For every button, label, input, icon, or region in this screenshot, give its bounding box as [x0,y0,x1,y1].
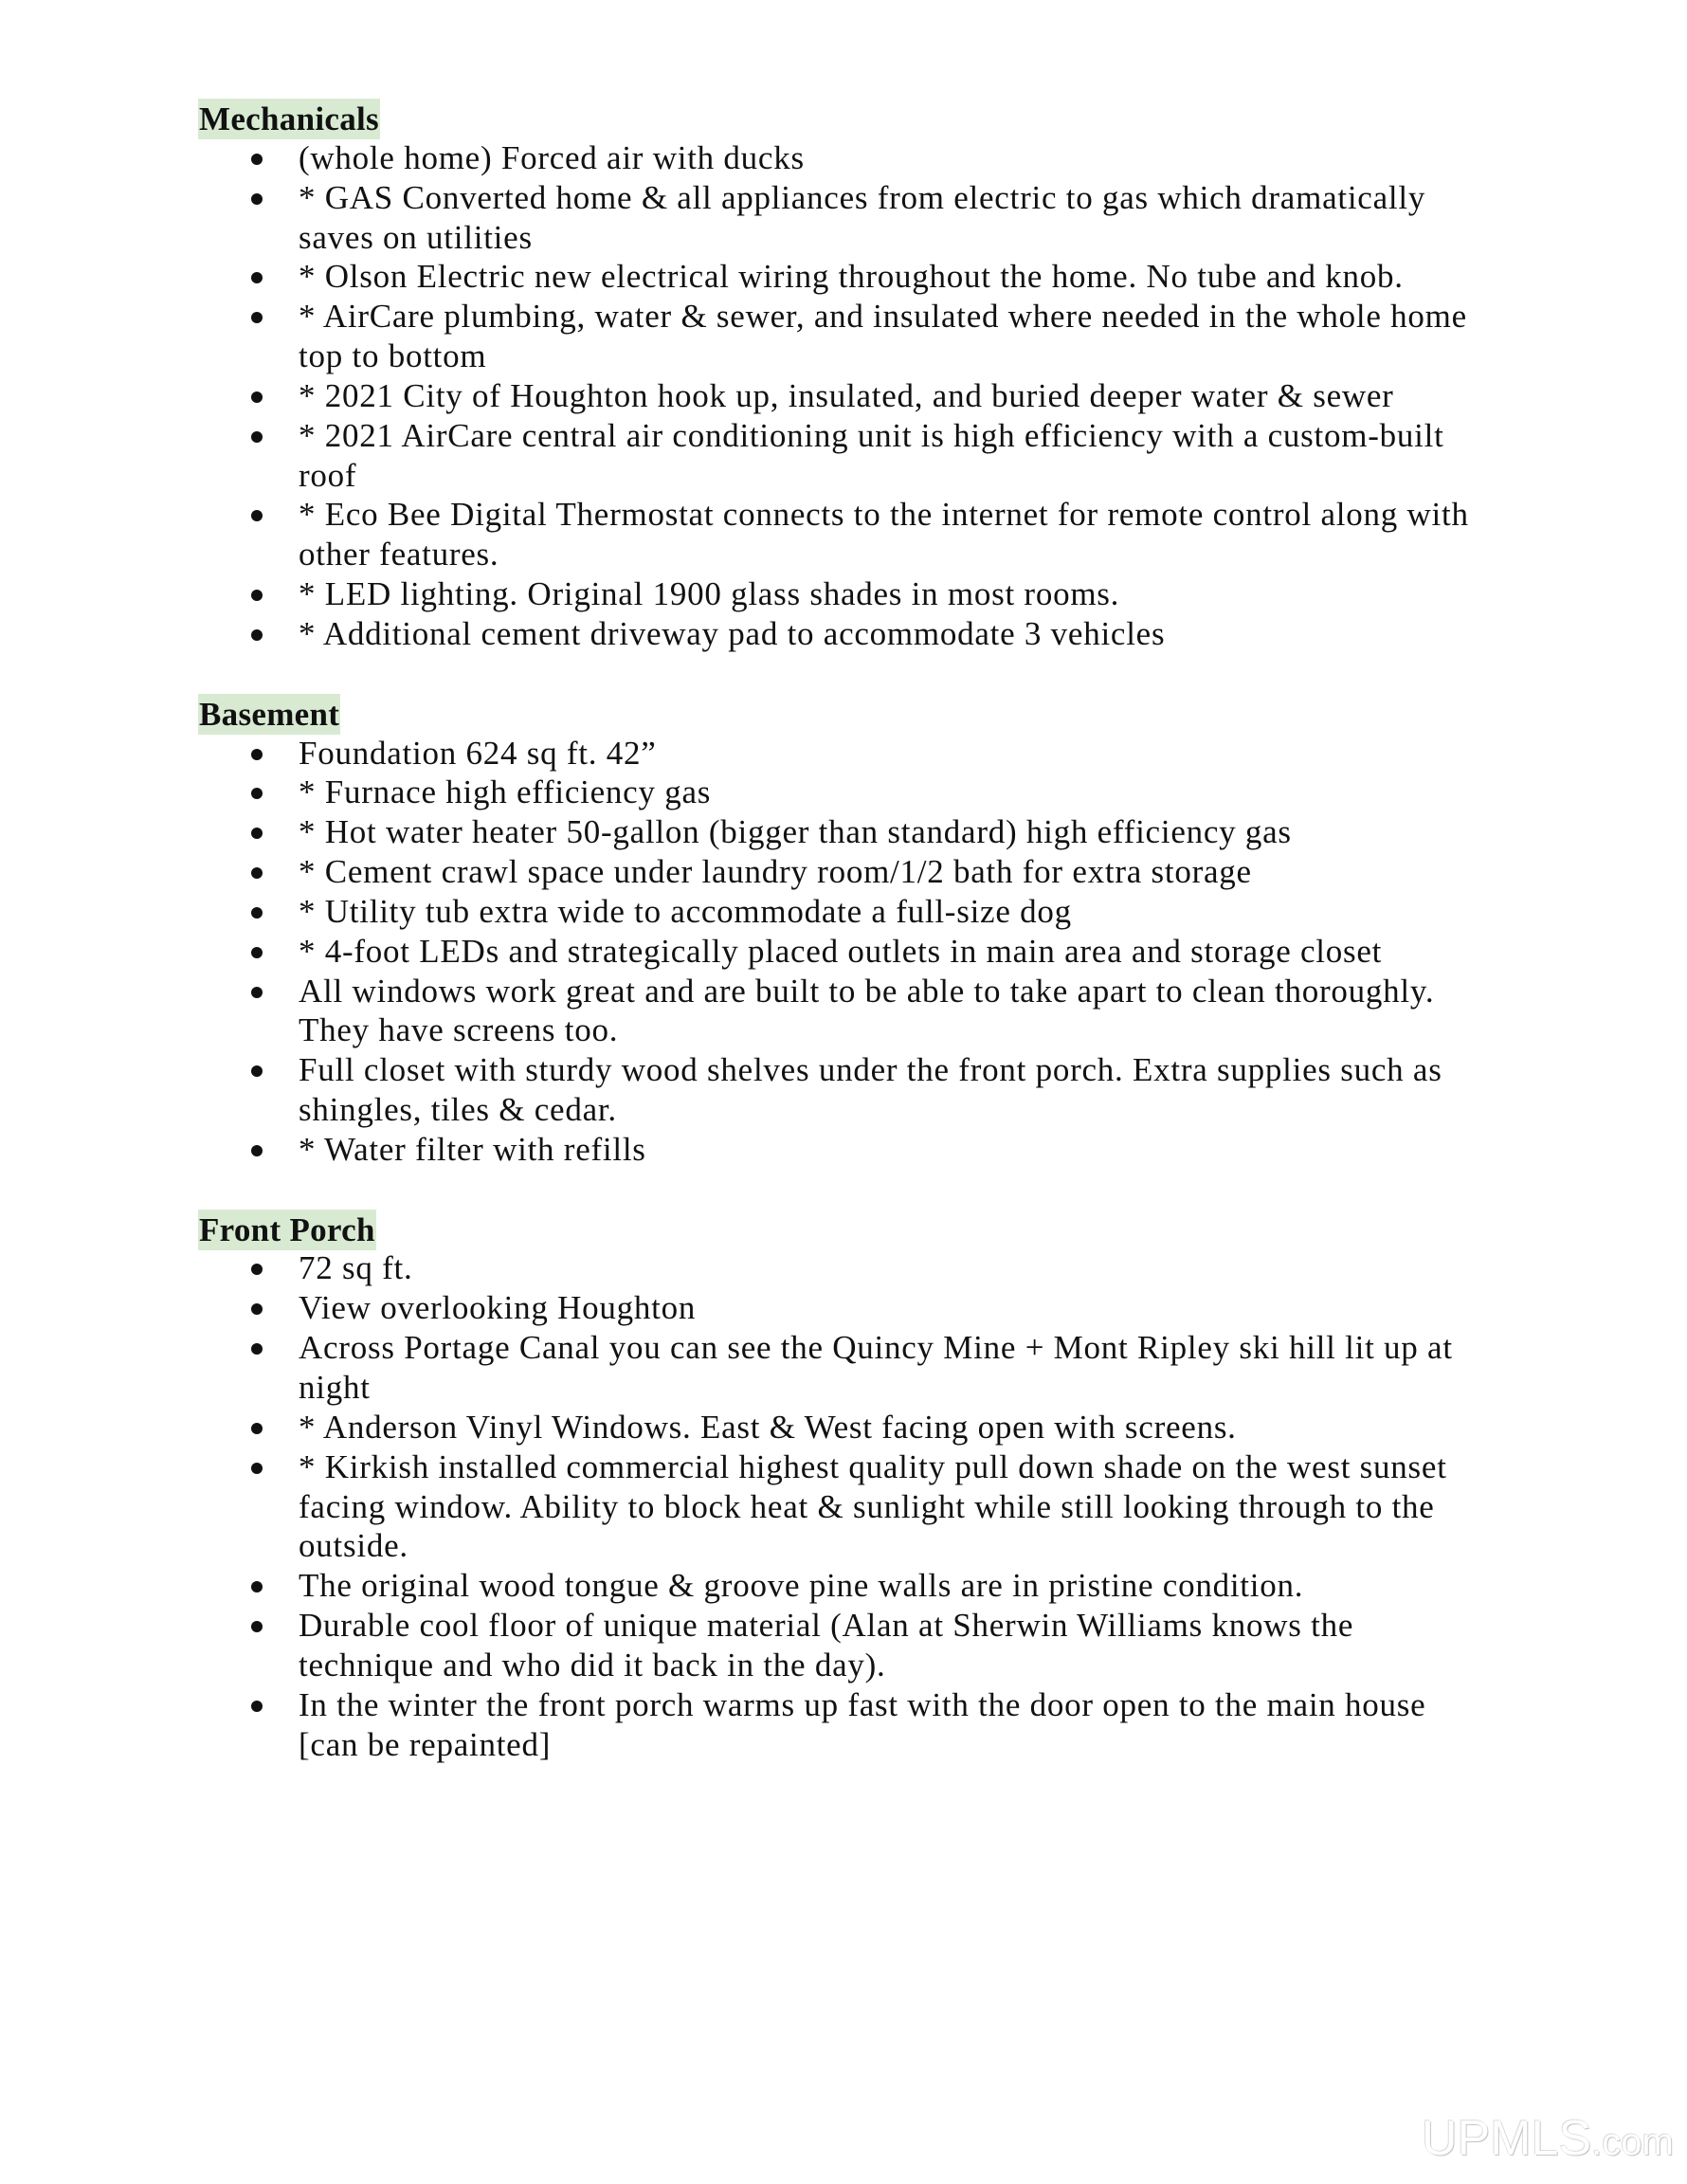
bullet-icon [251,947,263,958]
bullet-icon [251,788,263,799]
list-item-text: * Cement crawl space under laundry room/1/2 bath for extra storage [299,853,1252,891]
list-item-text: * 2021 City of Houghton hook up, insulated, and buried deeper water & sewer [299,376,1394,414]
bullet-icon [251,1343,263,1355]
list-item-text: other features. [299,536,499,573]
list-item-text: Durable cool floor of unique material (Alan at Sherwin Williams knows the [299,1607,1354,1645]
document-body [198,99,1620,1764]
list-item-line [198,734,1620,774]
list-item-text: * LED lighting. Original 1900 glass shades in most rooms. [299,575,1120,613]
list-item-line [198,892,1620,932]
list-item-line [198,1010,1620,1050]
section-mechanicals [198,99,1620,654]
bullet-icon [251,1065,263,1077]
list-item [198,416,1620,496]
bullet-icon [251,629,263,641]
bullet-icon [251,193,263,205]
list-item-line [198,1408,1620,1447]
list-item [198,1408,1620,1447]
list-item-line [198,456,1620,496]
list-item [198,574,1620,614]
section-heading-line [198,694,1620,734]
list-item [198,1606,1620,1685]
bullet-icon [251,1701,263,1712]
list-item-line [198,1288,1620,1328]
list-item-text: saves on utilities [299,218,533,256]
list-item-line [198,1487,1620,1527]
bullet-list [198,1248,1620,1764]
list-item [198,972,1620,1051]
list-item [198,1288,1620,1328]
bullet-icon [251,154,263,165]
list-item-line [198,812,1620,852]
section-heading: Basement [199,695,340,733]
list-item-line [198,972,1620,1011]
list-item-text: The original wood tongue & groove pine walls are in pristine condition. [299,1567,1304,1605]
list-item [198,138,1620,178]
list-item-text: * Eco Bee Digital Thermostat connects to the internet for remote control along with [299,496,1469,534]
bullet-icon [251,1621,263,1632]
list-item-text: All windows work great and are built to be able to take apart to clean thoroughly. [299,972,1435,1010]
list-item-line [198,416,1620,456]
list-item [198,1130,1620,1170]
list-item-line [198,574,1620,614]
bullet-icon [251,1423,263,1434]
list-item-line [198,1368,1620,1408]
list-item-line [198,1606,1620,1646]
list-item [198,614,1620,654]
list-item-text: 72 sq ft. [299,1249,413,1287]
list-item-text: * Utility tub extra wide to accommodate a full-size dog [299,892,1072,930]
list-item-text: * Additional cement driveway pad to accommodate 3 vehicles [299,614,1166,652]
list-item-line [198,852,1620,892]
bullet-icon [251,749,263,760]
list-item-line [198,932,1620,972]
list-item-line [198,1646,1620,1685]
bullet-list [198,734,1620,1170]
list-item-text: They have screens too. [299,1011,619,1049]
list-item-line [198,337,1620,376]
bullet-list [198,138,1620,654]
section-heading-line [198,99,1620,138]
spacer [198,654,1620,694]
list-item-line [198,495,1620,535]
list-item [198,852,1620,892]
list-item-line [198,535,1620,574]
watermark-suffix: .com [1591,2121,1674,2163]
list-item-line [198,1447,1620,1487]
list-item [198,178,1620,258]
list-item-text: top to bottom [299,337,487,375]
list-item [198,376,1620,416]
list-item-text: roof [299,456,357,494]
bullet-icon [251,312,263,323]
list-item-line [198,1685,1620,1725]
list-item [198,1685,1620,1765]
list-item-text: Foundation 624 sq ft. 42” [299,734,657,772]
list-item-line [198,773,1620,812]
list-item [198,257,1620,297]
list-item-line [198,614,1620,654]
list-item-line [198,1050,1620,1090]
list-item-text: (whole home) Forced air with ducks [299,138,805,176]
list-item [198,734,1620,774]
list-item-text: technique and who did it back in the day). [299,1646,886,1684]
list-item-line [198,1328,1620,1368]
list-item-text: In the winter the front porch warms up fast with the door open to the main house [299,1685,1426,1723]
list-item-line [198,1725,1620,1765]
list-item-text: Across Portage Canal you can see the Quincy Mine + Mont Ripley ski hill lit up at [299,1329,1453,1367]
list-item-text: * Hot water heater 50-gallon (bigger than standard) high efficiency gas [299,813,1292,851]
list-item [198,1447,1620,1567]
list-item-line [198,178,1620,218]
list-item-text: Full closet with sturdy wood shelves under the front porch. Extra supplies such as [299,1051,1442,1089]
list-item-line [198,1130,1620,1170]
list-item-text: night [299,1369,371,1406]
list-item-line [198,1526,1620,1566]
list-item [198,932,1620,972]
list-item [198,1248,1620,1288]
list-item [198,1328,1620,1408]
list-item-text: * GAS Converted home & all appliances from electric to gas which dramatically [299,178,1426,216]
list-item [198,1050,1620,1130]
list-item-line [198,1566,1620,1606]
bullet-icon [251,828,263,839]
list-item-text: shingles, tiles & cedar. [299,1091,617,1129]
bullet-icon [251,272,263,283]
list-item-text: * 4-foot LEDs and strategically placed outlets in main area and storage closet [299,932,1383,970]
bullet-icon [251,987,263,998]
bullet-icon [251,1264,263,1275]
watermark-main: UPMLS [1422,2111,1592,2166]
bullet-icon [251,431,263,443]
list-item-line [198,1248,1620,1288]
section-heading: Mechanicals [199,100,379,137]
bullet-icon [251,1463,263,1474]
list-item-text: * AirCare plumbing, water & sewer, and insulated where needed in the whole home [299,298,1467,336]
bullet-icon [251,391,263,403]
list-item-text: * 2021 AirCare central air conditioning unit is high efficiency with a custom-built [299,416,1444,454]
list-item-text: [can be repainted] [299,1725,552,1763]
list-item-line [198,1090,1620,1130]
bullet-icon [251,1145,263,1156]
list-item [198,495,1620,574]
spacer [198,1170,1620,1210]
list-item-text: * Kirkish installed commercial highest quality pull down shade on the west sunset [299,1447,1447,1485]
list-item [198,812,1620,852]
upmls-watermark [1422,2112,1674,2169]
bullet-icon [251,590,263,601]
list-item [198,297,1620,376]
list-item [198,892,1620,932]
section-basement [198,694,1620,1170]
bullet-icon [251,1303,263,1315]
list-item-line [198,218,1620,258]
section-front-porch [198,1210,1620,1765]
list-item-text: * Furnace high efficiency gas [299,774,712,811]
list-item [198,1566,1620,1606]
bullet-icon [251,867,263,879]
list-item [198,773,1620,812]
section-heading: Front Porch [199,1210,375,1248]
list-item-text: facing window. Ability to block heat & sunlight while still looking through to the [299,1487,1435,1525]
list-item-text: View overlooking Houghton [299,1289,697,1327]
list-item-text: * Olson Electric new electrical wiring throughout the home. No tube and knob. [299,258,1404,296]
bullet-icon [251,1581,263,1592]
list-item-line [198,376,1620,416]
list-item-text: * Anderson Vinyl Windows. East & West facing open with screens. [299,1408,1237,1446]
list-item-line [198,257,1620,297]
list-item-line [198,138,1620,178]
list-item-line [198,297,1620,337]
section-heading-line [198,1210,1620,1249]
list-item-text: * Water filter with refills [299,1130,646,1168]
bullet-icon [251,510,263,521]
list-item-text: outside. [299,1527,408,1565]
bullet-icon [251,907,263,919]
